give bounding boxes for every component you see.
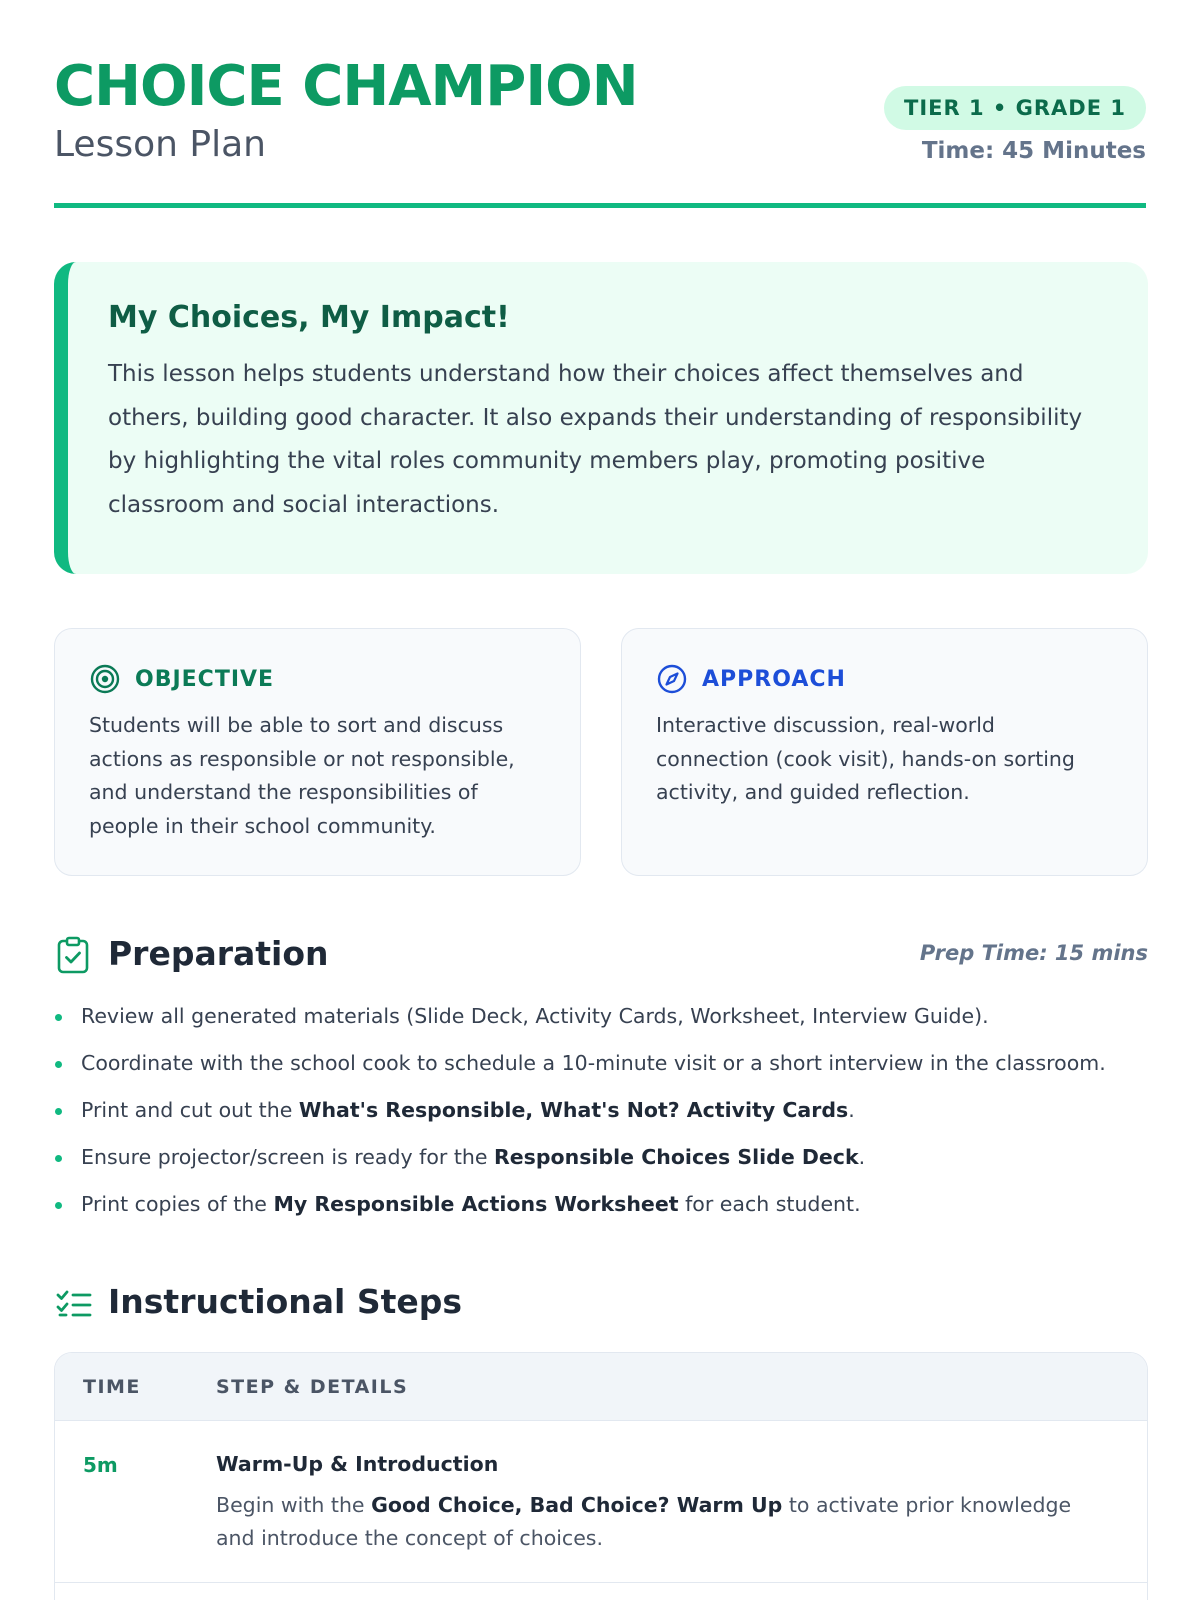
approach-text: Interactive discussion, real-world connection (cook visit), hands-on sorting activity, and guided reflection. xyxy=(656,713,1075,804)
preparation-header xyxy=(54,934,1148,976)
page-title: CHOICE CHAMPION xyxy=(54,54,638,119)
list-item: Review all generated materials (Slide Deck, Activity Cards, Worksheet, Interview Guide). xyxy=(54,1002,1148,1049)
objective-label: OBJECTIVE xyxy=(135,666,275,692)
header xyxy=(54,0,1146,208)
tier-grade-badge: TIER 1 • GRADE 1 xyxy=(884,86,1146,130)
intro-title: My Choices, My Impact! xyxy=(108,300,510,335)
table-row xyxy=(55,1421,1147,1583)
steps-title: Instructional Steps xyxy=(108,1282,463,1321)
intro-text: This lesson helps students understand how their choices affect themselves and others, building good character. It also expands their understanding of responsibility by highlighting the vital roles community members play, promoting positive classroom and social interactions. xyxy=(108,361,1083,518)
list-item: Print and cut out the What's Responsible, What's Not? Activity Cards. xyxy=(54,1096,1148,1143)
preparation-title: Preparation xyxy=(108,934,329,973)
clipboard-check-icon xyxy=(56,936,90,974)
approach-card xyxy=(621,628,1148,876)
step-time: 5m xyxy=(83,1453,118,1477)
lesson-duration: Time: 45 Minutes xyxy=(921,138,1146,164)
objective-header xyxy=(89,663,546,695)
approach-label: APPROACH xyxy=(702,666,846,692)
steps-header xyxy=(54,1282,1148,1324)
list-check-icon xyxy=(56,1288,92,1320)
list-item: Coordinate with the school cook to schedule a 10-minute visit or a short interview in the classroom. xyxy=(54,1049,1148,1096)
list-item: Ensure projector/screen is ready for the Responsible Choices Slide Deck. xyxy=(54,1143,1148,1190)
prep-time: Prep Time: 15 mins xyxy=(919,941,1148,965)
objective-card xyxy=(54,628,581,876)
step-description: Begin with the Good Choice, Bad Choice? Warm Up to activate prior knowledge and introduce the concept of choices. xyxy=(216,1493,1072,1550)
table-header xyxy=(55,1353,1147,1421)
steps-table xyxy=(54,1352,1148,1600)
page-subtitle: Lesson Plan xyxy=(54,124,266,165)
objective-text: Students will be able to sort and discuss actions as responsible or not responsible, and understand the responsibilities of people in their school community. xyxy=(89,713,515,838)
intro-card xyxy=(54,262,1148,574)
step-title: Warm-Up & Introduction xyxy=(216,1452,499,1476)
approach-header xyxy=(656,663,1113,695)
info-cards xyxy=(54,628,1148,876)
compass-icon xyxy=(656,663,688,695)
preparation-list xyxy=(54,1002,1148,1237)
target-icon xyxy=(89,663,121,695)
column-header-step: STEP & DETAILS xyxy=(216,1376,409,1398)
column-header-time: TIME xyxy=(83,1376,141,1398)
list-item: Print copies of the My Responsible Actions Worksheet for each student. xyxy=(54,1190,1148,1237)
